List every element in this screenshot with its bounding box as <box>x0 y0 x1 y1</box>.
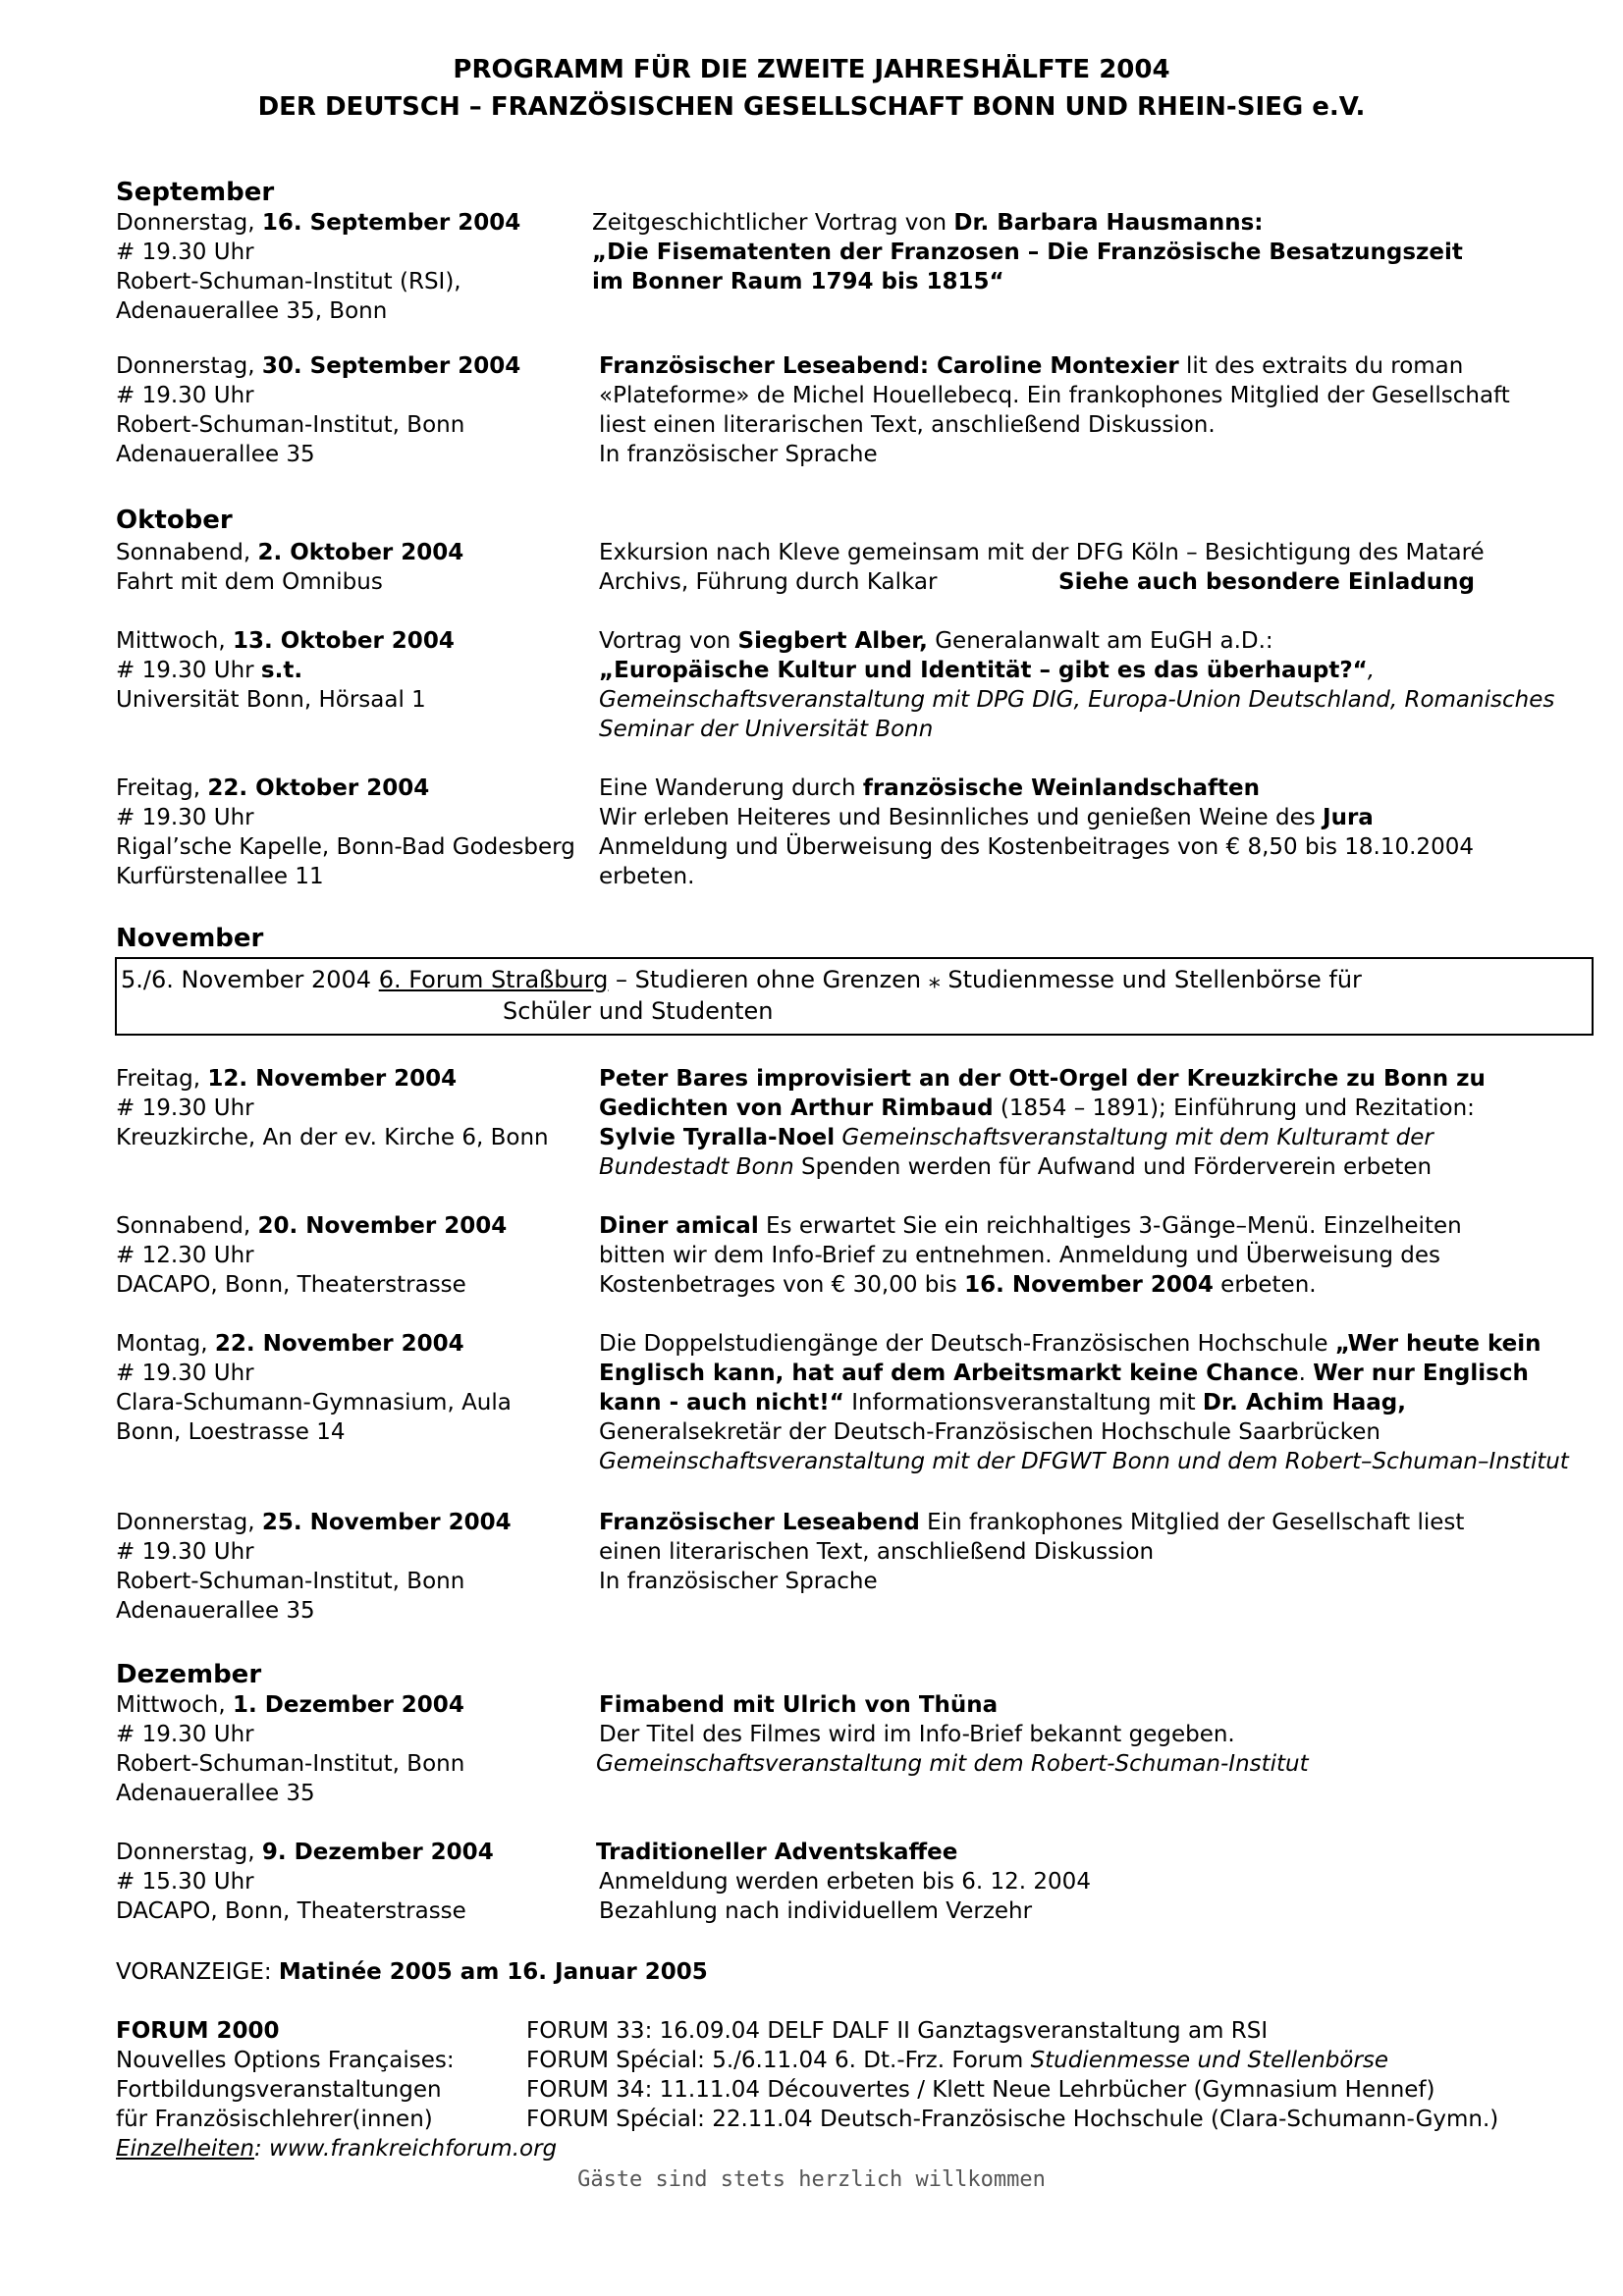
forum-33-entry: FORUM 33: 16.09.04 DELF DALF II Ganztagsveranstaltung am RSI <box>526 2018 1269 2044</box>
document-title-line1: PROGRAMM FÜR DIE ZWEITE JAHRESHÄLFTE 2004 <box>453 55 1170 84</box>
event-description: Exkursion nach Kleve gemeinsam mit der DFG Köln – Besichtigung des Mataré <box>599 540 1485 565</box>
event-description: Zeitgeschichtlicher Vortrag von Dr. Barbara Hausmanns: <box>592 210 1264 236</box>
month-heading-september: September <box>116 178 275 207</box>
event-place: Robert-Schuman-Institut (RSI), <box>116 269 461 294</box>
event-place: Robert-Schuman-Institut, Bonn <box>116 1569 465 1594</box>
event-date: Montag, 22. November 2004 <box>116 1331 464 1357</box>
event-time: # 19.30 Uhr s.t. <box>116 658 303 683</box>
forum-strassburg-box <box>115 957 1594 1036</box>
event-description-line: Wir erleben Heiteres und Besinnliches und genießen Weine des Jura <box>599 805 1374 830</box>
forum-2000-subtitle: Nouvelles Options Françaises: <box>116 2048 455 2073</box>
event-description: Die Doppelstudiengänge der Deutsch-Französischen Hochschule „Wer heute kein <box>599 1331 1542 1357</box>
preview-announcement: VORANZEIGE: Matinée 2005 am 16. Januar 2005 <box>116 1959 708 1985</box>
forum-strassburg-line: 5./6. November 2004 6. Forum Straßburg – Studieren ohne Grenzen ⁎ Studienmesse und Stellenbörse für <box>121 966 1362 993</box>
event-description-line: Sylvie Tyralla-Noel Gemeinschaftsveranstaltung mit dem Kulturamt der <box>599 1125 1434 1150</box>
event-lecture-title: „Europäische Kultur und Identität – gibt es das überhaupt?“, <box>599 658 1376 683</box>
month-heading-dezember: Dezember <box>116 1660 262 1689</box>
event-registration: Kostenbetrages von € 30,00 bis 16. November 2004 erbeten. <box>599 1272 1317 1298</box>
event-address: Adenauerallee 35 <box>116 1598 315 1624</box>
event-address: Kurfürstenallee 11 <box>116 864 324 889</box>
event-time: # 12.30 Uhr <box>116 1243 254 1268</box>
event-date: Donnerstag, 30. September 2004 <box>116 353 521 379</box>
event-description: Fimabend mit Ulrich von Thüna <box>599 1692 999 1718</box>
document-title-line2: DER DEUTSCH – FRANZÖSISCHEN GESELLSCHAFT BONN UND RHEIN-SIEG e.V. <box>257 92 1366 122</box>
event-registration-cont: erbeten. <box>599 864 695 889</box>
event-date: Donnerstag, 25. November 2004 <box>116 1510 512 1535</box>
special-invitation-note: Siehe auch besondere Einladung <box>1058 569 1475 595</box>
forum-2000-description: Fortbildungsveranstaltungen <box>116 2077 442 2103</box>
event-description-line: Gedichten von Arthur Rimbaud (1854 – 1891); Einführung und Rezitation: <box>599 1095 1475 1121</box>
month-heading-november: November <box>116 924 264 953</box>
event-registration: Anmeldung werden erbeten bis 6. 12. 2004 <box>599 1869 1091 1895</box>
event-time: # 19.30 Uhr <box>116 240 254 265</box>
event-description-line: Englisch kann, hat auf dem Arbeitsmarkt keine Chance. Wer nur Englisch <box>599 1361 1529 1386</box>
event-address: Adenauerallee 35, Bonn <box>116 298 388 324</box>
event-description: Diner amical Es erwartet Sie ein reichhaltiges 3-Gänge–Menü. Einzelheiten <box>599 1213 1462 1239</box>
event-language: In französischer Sprache <box>599 442 878 467</box>
event-partners: Gemeinschaftsveranstaltung mit dem Robert-Schuman-Institut <box>596 1751 1309 1777</box>
event-date: Sonnabend, 2. Oktober 2004 <box>116 540 464 565</box>
event-description-line: Bundestadt Bonn Spenden werden für Aufwand und Förderverein erbeten <box>599 1154 1433 1180</box>
forum-special-1-entry: FORUM Spécial: 5./6.11.04 6. Dt.-Frz. Forum Studienmesse und Stellenbörse <box>526 2048 1389 2073</box>
event-time: # 19.30 Uhr <box>116 1361 254 1386</box>
event-description: Französischer Leseabend: Caroline Montexier lit des extraits du roman <box>599 353 1464 379</box>
event-date: Mittwoch, 1. Dezember 2004 <box>116 1692 464 1718</box>
event-date: Sonnabend, 20. November 2004 <box>116 1213 508 1239</box>
forum-2000-website[interactable]: Einzelheiten: www.frankreichforum.org <box>116 2136 558 2162</box>
event-description-line: «Plateforme» de Michel Houellebecq. Ein frankophones Mitglied der Gesellschaft <box>599 383 1510 408</box>
event-place: DACAPO, Bonn, Theaterstrasse <box>116 1272 466 1298</box>
event-place: Clara-Schumann-Gymnasium, Aula <box>116 1390 512 1415</box>
event-lecture-title-cont: im Bonner Raum 1794 bis 1815“ <box>592 269 1004 294</box>
event-place: Rigal’sche Kapelle, Bonn-Bad Godesberg <box>116 834 575 860</box>
event-payment-note: Bezahlung nach individuellem Verzehr <box>599 1898 1033 1924</box>
footer-welcome: Gäste sind stets herzlich willkommen <box>577 2167 1046 2192</box>
event-partners: Gemeinschaftsveranstaltung mit der DFGWT Bonn und dem Robert–Schuman–Institut <box>599 1449 1569 1474</box>
event-time: # 19.30 Uhr <box>116 1722 254 1747</box>
event-place: Robert-Schuman-Institut, Bonn <box>116 412 465 438</box>
event-place: Kreuzkirche, An der ev. Kirche 6, Bonn <box>116 1125 549 1150</box>
forum-strassburg-audience: Schüler und Studenten <box>503 997 774 1025</box>
event-speaker-role: Generalsekretär der Deutsch-Französischen Hochschule Saarbrücken <box>599 1419 1380 1445</box>
event-description-line: bitten wir dem Info-Brief zu entnehmen. Anmeldung und Überweisung des <box>599 1243 1441 1268</box>
event-time: # 19.30 Uhr <box>116 383 254 408</box>
event-date: Mittwoch, 13. Oktober 2004 <box>116 628 455 654</box>
event-place: DACAPO, Bonn, Theaterstrasse <box>116 1898 466 1924</box>
event-address: Bonn, Loestrasse 14 <box>116 1419 346 1445</box>
event-description: Traditioneller Adventskaffee <box>596 1840 958 1865</box>
event-place: Universität Bonn, Hörsaal 1 <box>116 687 426 713</box>
forum-special-2-entry: FORUM Spécial: 22.11.04 Deutsch-Französische Hochschule (Clara-Schumann-Gymn.) <box>526 2107 1499 2132</box>
event-description: Eine Wanderung durch französische Weinlandschaften <box>599 775 1260 801</box>
event-date: Donnerstag, 9. Dezember 2004 <box>116 1840 494 1865</box>
event-date: Donnerstag, 16. September 2004 <box>116 210 521 236</box>
forum-strassburg-link[interactable]: 6. Forum Straßburg <box>378 966 609 993</box>
event-place: Robert-Schuman-Institut, Bonn <box>116 1751 465 1777</box>
event-address: Adenauerallee 35 <box>116 1781 315 1806</box>
event-time: # 15.30 Uhr <box>116 1869 254 1895</box>
event-description: Peter Bares improvisiert an der Ott-Orgel der Kreuzkirche zu Bonn zu <box>599 1066 1486 1092</box>
event-description-line: einen literarischen Text, anschließend Diskussion <box>599 1539 1155 1565</box>
event-time: # 19.30 Uhr <box>116 1539 254 1565</box>
event-lecture-title: „Die Fisematenten der Franzosen – Die Französische Besatzungszeit <box>592 240 1463 265</box>
event-time: # 19.30 Uhr <box>116 805 254 830</box>
forum-34-entry: FORUM 34: 11.11.04 Découvertes / Klett Neue Lehrbücher (Gymnasium Hennef) <box>526 2077 1435 2103</box>
event-place: Fahrt mit dem Omnibus <box>116 569 383 595</box>
event-time: # 19.30 Uhr <box>116 1095 254 1121</box>
event-date: Freitag, 12. November 2004 <box>116 1066 458 1092</box>
forum-2000-audience: für Französischlehrer(innen) <box>116 2107 433 2132</box>
event-address: Adenauerallee 35 <box>116 442 315 467</box>
event-partners: Gemeinschaftsveranstaltung mit DPG DIG, Europa-Union Deutschland, Romanisches <box>599 687 1555 713</box>
event-description-line: kann - auch nicht!“ Informationsveranstaltung mit Dr. Achim Haag, <box>599 1390 1406 1415</box>
event-description: Vortrag von Siegbert Alber, Generalanwalt am EuGH a.D.: <box>599 628 1273 654</box>
event-description-line: Archivs, Führung durch Kalkar <box>599 569 938 595</box>
event-registration: Anmeldung und Überweisung des Kostenbeitrages von € 8,50 bis 18.10.2004 <box>599 834 1474 860</box>
event-partners-cont: Seminar der Universität Bonn <box>599 717 934 742</box>
event-language: In französischer Sprache <box>599 1569 878 1594</box>
event-date: Freitag, 22. Oktober 2004 <box>116 775 430 801</box>
month-heading-oktober: Oktober <box>116 506 233 535</box>
event-description-line: Der Titel des Filmes wird im Info-Brief bekannt gegeben. <box>599 1722 1235 1747</box>
event-description: Französischer Leseabend Ein frankophones Mitglied der Gesellschaft liest <box>599 1510 1465 1535</box>
event-description-line: liest einen literarischen Text, anschließend Diskussion. <box>599 412 1216 438</box>
forum-2000-title: FORUM 2000 <box>116 2018 280 2044</box>
